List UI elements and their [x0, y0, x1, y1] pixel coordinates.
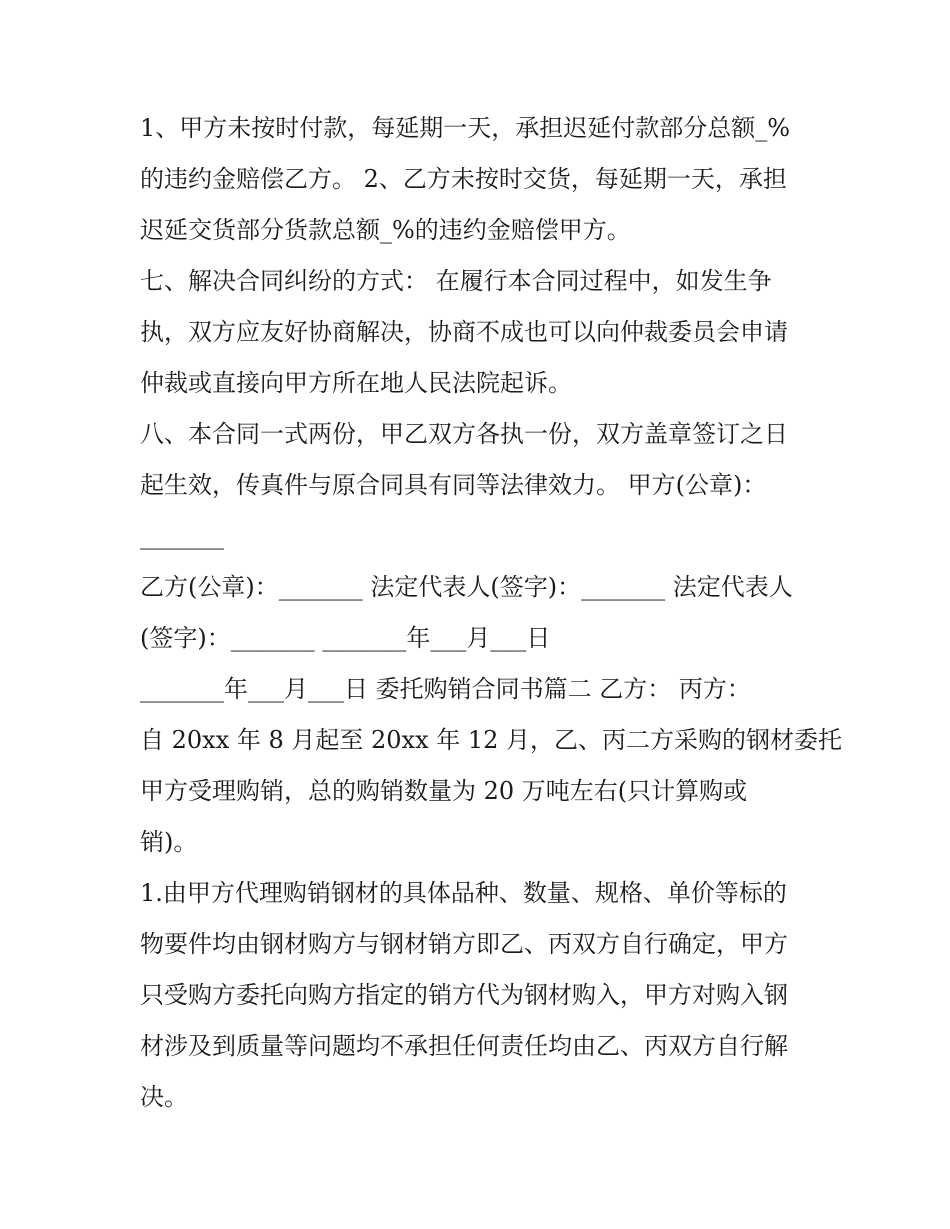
text-line: _______年___月___日 委托购销合同书篇二 乙方： 丙方： — [140, 675, 751, 703]
text-line: 自 20xx 年 8 月起至 20xx 年 12 月，乙、丙二方采购的钢材委托 — [140, 726, 843, 754]
text-line: 甲方受理购销，总的购销数量为 20 万吨左右(只计算购或 — [140, 777, 748, 805]
text-line: 迟延交货部分货款总额_%的违约金赔偿甲方。 — [140, 216, 631, 244]
text-line: 八、本合同一式两份，甲乙双方各执一份，双方盖章签订之日 — [140, 420, 788, 448]
text-line: 决。 — [140, 1083, 188, 1111]
text-line: 只受购方委托向购方指定的销方代为钢材购入，甲方对购入钢 — [140, 981, 788, 1009]
document-body — [140, 103, 843, 1123]
text-line: 的违约金赔偿乙方。 2、乙方未按时交货，每延期一天，承担 — [140, 165, 787, 193]
text-line: 物要件均由钢材购方与钢材销方即乙、丙双方自行确定，甲方 — [140, 930, 788, 958]
text-line: 起生效，传真件与原合同具有同等法律效力。 甲方(公章)： — [140, 471, 767, 499]
text-line: 销)。 — [140, 828, 198, 856]
text-line: (签字)：_______ _______年___月___日 — [140, 624, 551, 652]
text-line: 七、解决合同纠纷的方式： 在履行本合同过程中，如发生争 — [140, 267, 772, 295]
text-line: 仲裁或直接向甲方所在地人民法院起诉。 — [140, 369, 572, 397]
text-line: 1.由甲方代理购销钢材的具体品种、数量、规格、单价等标的 — [140, 879, 787, 907]
text-line: 材涉及到质量等问题均不承担任何责任均由乙、丙双方自行解 — [140, 1032, 788, 1060]
signature-blank: _______ — [140, 522, 224, 550]
text-line: 1、甲方未按时付款，每延期一天，承担迟延付款部分总额_% — [140, 114, 791, 142]
text-line: 乙方(公章)：_______ 法定代表人(签字)：_______ 法定代表人 — [140, 573, 793, 601]
text-line: 执，双方应友好协商解决，协商不成也可以向仲裁委员会申请 — [140, 318, 788, 346]
